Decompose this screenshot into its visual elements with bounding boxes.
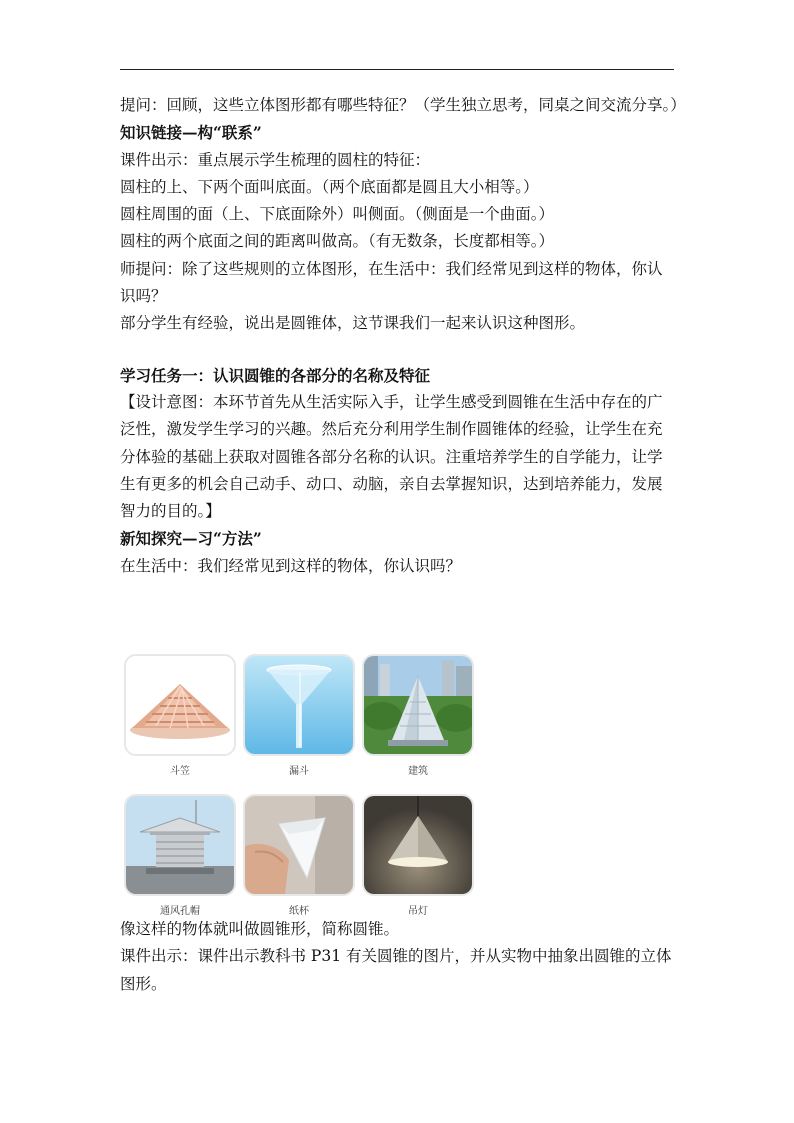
gallery-item-pendant-lamp	[362, 794, 474, 916]
caption: 通风孔帽	[160, 906, 200, 917]
gallery-item-building	[362, 654, 474, 776]
header-rule	[120, 69, 674, 70]
section-heading: 新知探究—习“方法”	[120, 529, 262, 549]
section-heading: 知识链接—构“联系”	[120, 123, 262, 143]
caption: 漏斗	[289, 766, 309, 777]
cone-object-gallery	[124, 654, 476, 934]
caption: 吊灯	[408, 906, 428, 917]
paragraph: 图形。	[120, 974, 167, 993]
design-note-line: 生有更多的机会自己动手、动口、动脑，亲自去掌握知识，达到培养能力，发展	[120, 474, 663, 493]
paragraph: 像这样的物体就叫做圆锥形，简称圆锥。	[120, 920, 400, 938]
paragraph: 师提问：除了这些规则的立体图形，在生活中：我们经常见到这样的物体，你认	[120, 259, 663, 278]
caption: 斗笠	[170, 766, 190, 777]
design-note-line: 智力的目的。】	[120, 502, 221, 521]
gallery-item-hat	[124, 654, 236, 776]
paragraph: 圆柱的两个底面之间的距离叫做高。（有无数条，长度都相等。）	[120, 232, 555, 251]
document-body	[120, 92, 686, 580]
gallery-item-vent-cap	[124, 794, 236, 916]
paragraph: 圆柱的上、下两个面叫底面。（两个底面都是圆且大小相等。）	[120, 177, 539, 196]
pendant-lamp-image	[362, 794, 474, 896]
paragraph: 课件出示：课件出示教科书 P31 有关圆锥的图片，并从实物中抽象出圆锥的立体	[120, 947, 672, 966]
caption: 纸杯	[289, 906, 309, 917]
design-note-line: 【设计意图：本环节首先从生活实际入手，让学生感受到圆锥在生活中存在的广	[120, 392, 663, 411]
vent-cap-image	[124, 794, 236, 896]
hat-image	[124, 654, 236, 756]
paper-cup-image	[243, 794, 355, 896]
paragraph: 部分学生有经验，说出是圆锥体，这节课我们一起来认识这种图形。	[120, 314, 586, 333]
design-note-line: 分体验的基础上获取对圆锥各部分名称的认识。注重培养学生的自学能力，让学	[120, 447, 663, 466]
caption: 建筑	[408, 766, 428, 777]
section-heading: 学习任务一：认识圆锥的各部分的名称及特征	[120, 365, 431, 385]
gallery-item-paper-cup	[243, 794, 355, 916]
funnel-image	[243, 654, 355, 756]
paragraph: 圆柱周围的面（上、下底面除外）叫侧面。（侧面是一个曲面。）	[120, 205, 555, 224]
paragraph: 在生活中：我们经常见到这样的物体，你认识吗？	[120, 556, 462, 575]
document-body-continued	[120, 916, 680, 998]
paragraph: 课件出示：重点展示学生梳理的圆柱的特征：	[120, 150, 431, 169]
paragraph: 提问：回顾，这些立体图形都有哪些特征？（学生独立思考，同桌之间交流分享。）	[120, 96, 686, 114]
gallery-item-funnel	[243, 654, 355, 776]
design-note-line: 泛性，激发学生学习的兴趣。然后充分利用学生制作圆锥体的经验，让学生在充	[120, 420, 663, 439]
building-image	[362, 654, 474, 756]
paragraph: 识吗？	[120, 287, 167, 306]
